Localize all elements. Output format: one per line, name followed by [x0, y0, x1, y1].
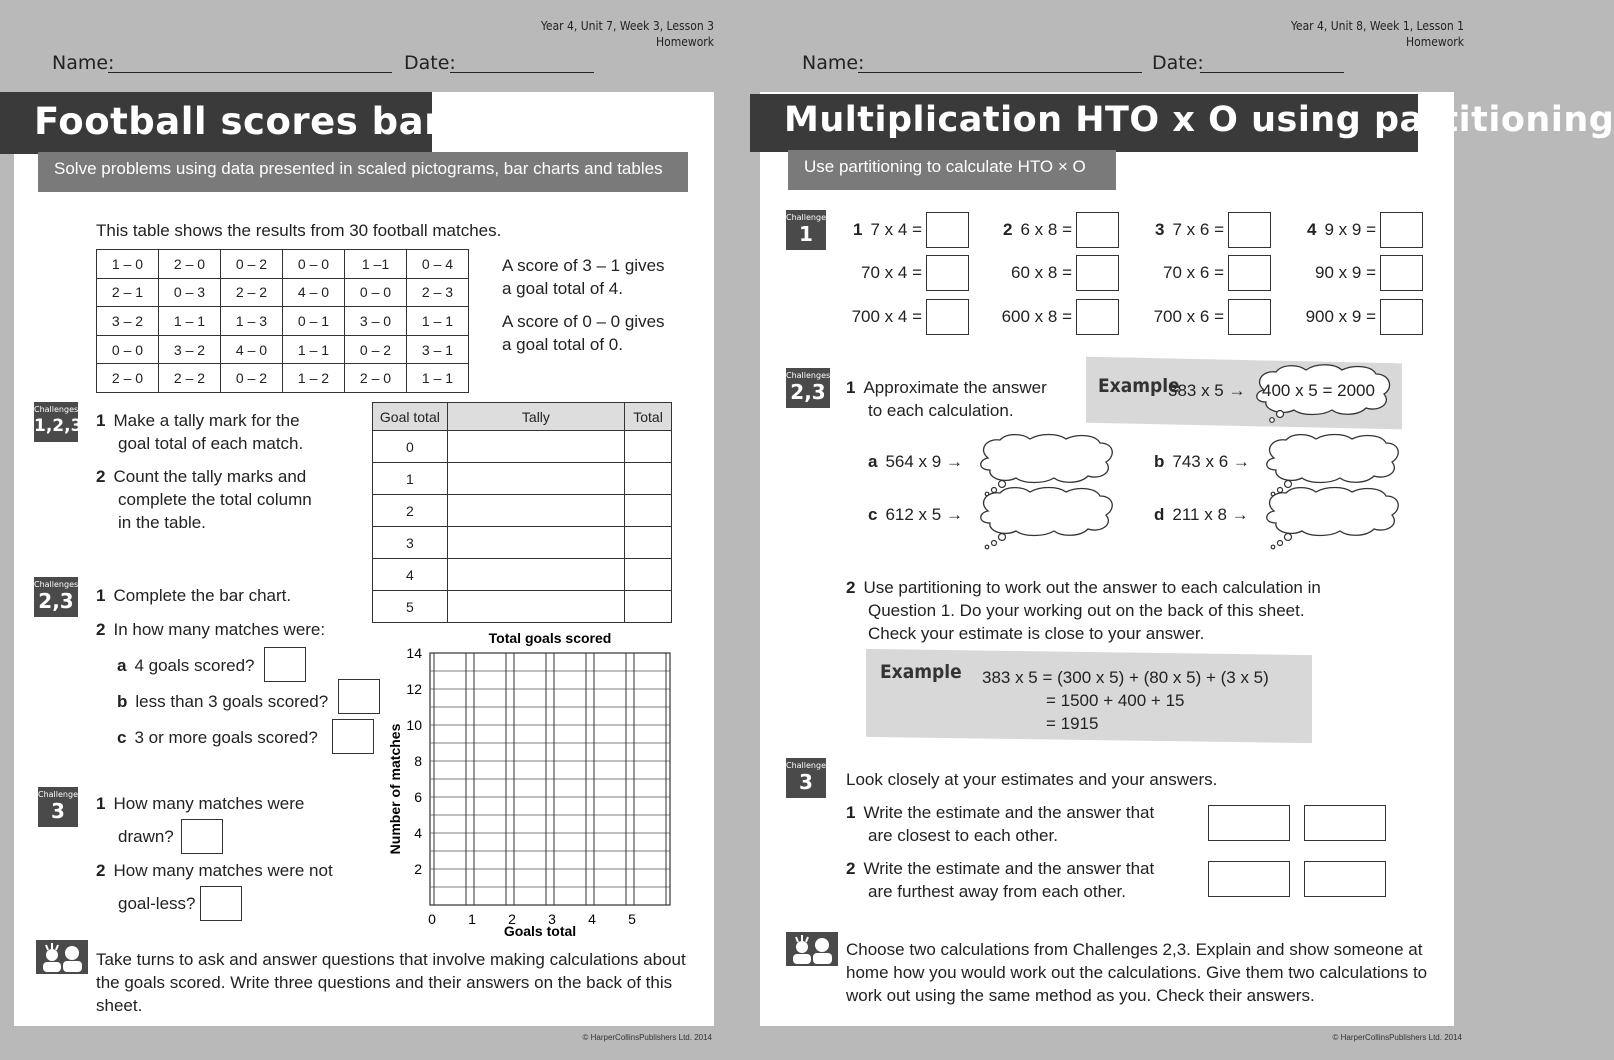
bar-chart[interactable] — [380, 625, 690, 945]
score-cell: 3 – 0 — [345, 307, 407, 336]
multiplication-answer-box[interactable] — [926, 299, 969, 335]
answer-thought-cloud[interactable] — [1260, 487, 1404, 551]
scores-row — [97, 364, 469, 393]
example-2-line-2: = 1500 + 400 + 15 — [1046, 691, 1185, 710]
question-approximate: 1 Approximate the answer to each calculation. — [846, 378, 1047, 420]
answer-box-less-than-3[interactable] — [338, 679, 380, 714]
name-label: Name: — [52, 52, 115, 74]
y-tick-label: 14 — [406, 645, 422, 661]
x-tick-label: 2 — [508, 911, 516, 927]
left-worksheet — [0, 0, 750, 1060]
scores-row — [97, 250, 469, 279]
note-1: A score of 3 – 1 gives a goal total of 4. — [502, 256, 665, 298]
y-tick-label: 4 — [414, 825, 422, 841]
tally-cell[interactable] — [447, 431, 624, 463]
total-cell[interactable] — [625, 463, 672, 495]
total-cell[interactable] — [625, 591, 672, 623]
score-cell: 2 – 2 — [221, 278, 283, 307]
tally-row — [373, 463, 672, 495]
example-1-cloud-text: 400 x 5 = 2000 — [1262, 381, 1375, 400]
scores-row — [97, 307, 469, 336]
multiplication-answer-box[interactable] — [1076, 255, 1119, 291]
question-drawn: 1 How many matches were drawn? — [96, 794, 305, 846]
copyright: © HarperCollinsPublishers Ltd. 2014 — [1332, 1033, 1462, 1042]
answer-thought-cloud[interactable] — [974, 487, 1118, 551]
score-cell: 2 – 0 — [97, 364, 159, 393]
name-line[interactable] — [108, 72, 392, 73]
answer-box-drawn[interactable] — [181, 819, 223, 854]
multiplication-answer-box[interactable] — [1380, 255, 1423, 291]
challenge-badge-1: Challenge 1 — [786, 210, 826, 250]
multiplication-fact: 1 7 x 4 = — [853, 220, 922, 239]
multiplication-fact: 70 x 4 = — [861, 263, 922, 282]
score-cell: 1 – 0 — [97, 250, 159, 279]
score-cell: 0 – 0 — [97, 335, 159, 364]
multiplication-answer-box[interactable] — [1228, 255, 1271, 291]
multiplication-fact: 4 9 x 9 = — [1307, 220, 1376, 239]
multiplication-fact: 3 7 x 6 = — [1155, 220, 1224, 239]
tally-row — [373, 495, 672, 527]
multiplication-answer-box[interactable] — [1228, 299, 1271, 335]
score-cell: 0 – 2 — [221, 250, 283, 279]
score-cell: 1 – 1 — [159, 307, 221, 336]
challenge-badge-23: Challenges 2,3 — [786, 368, 830, 408]
y-tick-label: 10 — [406, 717, 422, 733]
score-cell: 3 – 2 — [159, 335, 221, 364]
estimate-question-c: c 612 x 5 → — [868, 505, 963, 524]
multiplication-fact: 2 6 x 8 = — [1003, 220, 1072, 239]
score-cell: 0 – 0 — [283, 250, 345, 279]
score-cell: 0 – 2 — [221, 364, 283, 393]
example-2-line-3: = 1915 — [1046, 714, 1099, 733]
challenge-3-intro: Look closely at your estimates and your answers. — [846, 770, 1218, 789]
tally-header: Goal total — [373, 403, 448, 431]
score-cell: 1 – 1 — [283, 335, 345, 364]
example-label-1: Example — [1098, 375, 1180, 397]
x-tick-label: 3 — [548, 911, 556, 927]
copyright: © HarperCollinsPublishers Ltd. 2014 — [582, 1033, 712, 1042]
y-tick-label: 2 — [414, 861, 422, 877]
question-partition: 2 Use partitioning to work out the answer to each calculation in Question 1. Do your working out on the back of this sheet. Check your estimate is close to your answer. — [846, 578, 1321, 643]
answer-box-closest-estimate[interactable] — [1208, 805, 1290, 841]
estimate-question-b: b 743 x 6 → — [1154, 452, 1250, 471]
right-worksheet — [750, 0, 1614, 1060]
y-tick-label: 12 — [406, 681, 422, 697]
tally-header: Tally — [447, 403, 624, 431]
score-cell: 3 – 1 — [407, 335, 469, 364]
tally-row — [373, 591, 672, 623]
scores-table — [96, 249, 469, 393]
date-label: Date: — [1152, 52, 1204, 74]
scores-row — [97, 335, 469, 364]
question-total: 2 Count the tally marks and complete the total column in the table. — [96, 467, 312, 532]
example-2-line-1: 383 x 5 = (300 x 5) + (80 x 5) + (3 x 5) — [982, 668, 1269, 687]
home-activity-text: Choose two calculations from Challenges 2,3. Explain and show someone at home how you would work out the calculations. Give them two calculations to work out using the same method as you. Check their answers. — [846, 940, 1428, 1005]
score-cell: 2 – 2 — [159, 364, 221, 393]
answer-box-furthest-answer[interactable] — [1304, 861, 1386, 897]
y-axis-label: Number of matches — [387, 723, 403, 855]
total-cell[interactable] — [625, 527, 672, 559]
score-cell: 3 – 2 — [97, 307, 159, 336]
multiplication-fact: 700 x 6 = — [1153, 307, 1224, 326]
y-tick-label: 8 — [414, 753, 422, 769]
total-cell[interactable] — [625, 495, 672, 527]
home-talk-icon — [36, 940, 88, 974]
tally-row — [373, 431, 672, 463]
answer-box-furthest-estimate[interactable] — [1208, 861, 1290, 897]
answer-box-not-goalless[interactable] — [200, 886, 242, 921]
tally-cell[interactable] — [447, 559, 624, 591]
example-label-2: Example — [880, 661, 962, 683]
multiplication-answer-box[interactable] — [1076, 212, 1119, 248]
multiplication-fact: 600 x 8 = — [1001, 307, 1072, 326]
page-subtitle: Use partitioning to calculate HTO × O — [788, 150, 1116, 190]
challenge-badge-23: Challenges 2,3 — [34, 577, 78, 617]
multiplication-fact: 90 x 9 = — [1315, 263, 1376, 282]
tally-cell[interactable] — [447, 463, 624, 495]
answer-box-3-or-more[interactable] — [332, 719, 374, 754]
x-tick-label: 0 — [428, 911, 436, 927]
score-cell: 2 – 1 — [97, 278, 159, 307]
multiplication-answer-box[interactable] — [926, 255, 969, 291]
tally-row — [373, 559, 672, 591]
multiplication-fact: 900 x 9 = — [1305, 307, 1376, 326]
score-cell: 0 – 1 — [283, 307, 345, 336]
multiplication-fact: 700 x 4 = — [851, 307, 922, 326]
lesson-reference: Year 4, Unit 7, Week 3, Lesson 3 Homework — [540, 19, 714, 49]
name-line[interactable] — [858, 72, 1142, 73]
question-complete-chart: 1 Complete the bar chart. — [96, 586, 292, 605]
multiplication-fact: 70 x 6 = — [1163, 263, 1224, 282]
tally-cell[interactable] — [447, 527, 624, 559]
multiplication-fact: 60 x 8 = — [1011, 263, 1072, 282]
question-less-than-3: b less than 3 goals scored? — [117, 692, 329, 711]
goal-total-cell: 0 — [373, 431, 448, 463]
home-activity-text: Take turns to ask and answer questions that involve making calculations about the goals scored. Write three questions and their answers on the back of this sheet. — [96, 950, 686, 1015]
date-line[interactable] — [1200, 72, 1344, 73]
question-closest: 1 Write the estimate and the answer that are closest to each other. — [846, 803, 1155, 845]
score-cell: 1 – 1 — [407, 307, 469, 336]
people-talking-icon — [786, 932, 838, 966]
tally-row — [373, 527, 672, 559]
date-label: Date: — [404, 52, 456, 74]
score-cell: 1 – 1 — [407, 364, 469, 393]
score-cell: 0 – 2 — [345, 335, 407, 364]
home-talk-icon — [786, 932, 838, 966]
answer-box-closest-answer[interactable] — [1304, 805, 1386, 841]
people-talking-icon — [36, 940, 88, 974]
intro-text: This table shows the results from 30 football matches. — [96, 221, 502, 240]
scores-row — [97, 278, 469, 307]
multiplication-answer-box[interactable] — [1228, 212, 1271, 248]
goal-total-cell: 2 — [373, 495, 448, 527]
date-line[interactable] — [450, 72, 594, 73]
y-tick-label: 6 — [414, 789, 422, 805]
name-label: Name: — [802, 52, 865, 74]
tally-table — [372, 402, 672, 623]
estimate-question-d: d 211 x 8 → — [1154, 505, 1249, 524]
score-cell: 0 – 0 — [345, 278, 407, 307]
score-cell: 2 – 3 — [407, 278, 469, 307]
estimate-question-a: a 564 x 9 → — [868, 452, 963, 471]
score-cell: 0 – 4 — [407, 250, 469, 279]
question-4-goals: a 4 goals scored? — [117, 656, 255, 675]
note-2: A score of 0 – 0 gives a goal total of 0. — [502, 312, 665, 354]
score-cell: 2 – 0 — [159, 250, 221, 279]
challenge-badge-123: Challenges 1,2,3 — [34, 402, 78, 442]
question-3-or-more: c 3 or more goals scored? — [117, 728, 318, 747]
page-subtitle: Solve problems using data presented in scaled pictograms, bar charts and tables — [38, 152, 688, 192]
total-cell[interactable] — [625, 559, 672, 591]
x-tick-label: 1 — [468, 911, 476, 927]
multiplication-answer-box[interactable] — [1380, 212, 1423, 248]
challenge-badge-3: Challenge 3 — [38, 787, 78, 827]
score-cell: 1 – 2 — [283, 364, 345, 393]
tally-header: Total — [625, 403, 672, 431]
question-how-many: 2 In how many matches were: — [96, 620, 326, 639]
lesson-reference: Year 4, Unit 8, Week 1, Lesson 1 Homework — [1290, 19, 1464, 49]
x-tick-label: 4 — [588, 911, 596, 927]
score-cell: 4 – 0 — [221, 335, 283, 364]
multiplication-answer-box[interactable] — [926, 212, 969, 248]
example-1-calc: 383 x 5 → — [1168, 381, 1246, 400]
score-cell: 1 – 3 — [221, 307, 283, 336]
goal-total-cell: 1 — [373, 463, 448, 495]
goal-total-cell: 4 — [373, 559, 448, 591]
total-cell[interactable] — [625, 431, 672, 463]
question-not-goalless: 2 How many matches were not goal-less? — [96, 861, 333, 913]
multiplication-answer-box[interactable] — [1380, 299, 1423, 335]
score-cell: 4 – 0 — [283, 278, 345, 307]
question-furthest: 2 Write the estimate and the answer that are furthest away from each other. — [846, 859, 1155, 901]
answer-box-4-goals[interactable] — [264, 647, 306, 682]
score-cell: 1 –1 — [345, 250, 407, 279]
goal-total-cell: 5 — [373, 591, 448, 623]
goal-total-cell: 3 — [373, 527, 448, 559]
page-title: Multiplication HTO x O using partitioning — [750, 94, 1418, 152]
tally-cell[interactable] — [447, 495, 624, 527]
score-cell: 0 – 3 — [159, 278, 221, 307]
multiplication-answer-box[interactable] — [1076, 299, 1119, 335]
x-tick-label: 5 — [628, 911, 636, 927]
page-title: Football scores bar chart — [0, 92, 432, 154]
tally-cell[interactable] — [447, 591, 624, 623]
chart-title: Total goals scored — [488, 630, 612, 646]
question-tally: 1 Make a tally mark for the goal total of each match. — [96, 411, 304, 453]
x-axis-label: Goals total — [503, 923, 577, 939]
score-cell: 2 – 0 — [345, 364, 407, 393]
challenge-badge-3: Challenge 3 — [786, 758, 826, 798]
